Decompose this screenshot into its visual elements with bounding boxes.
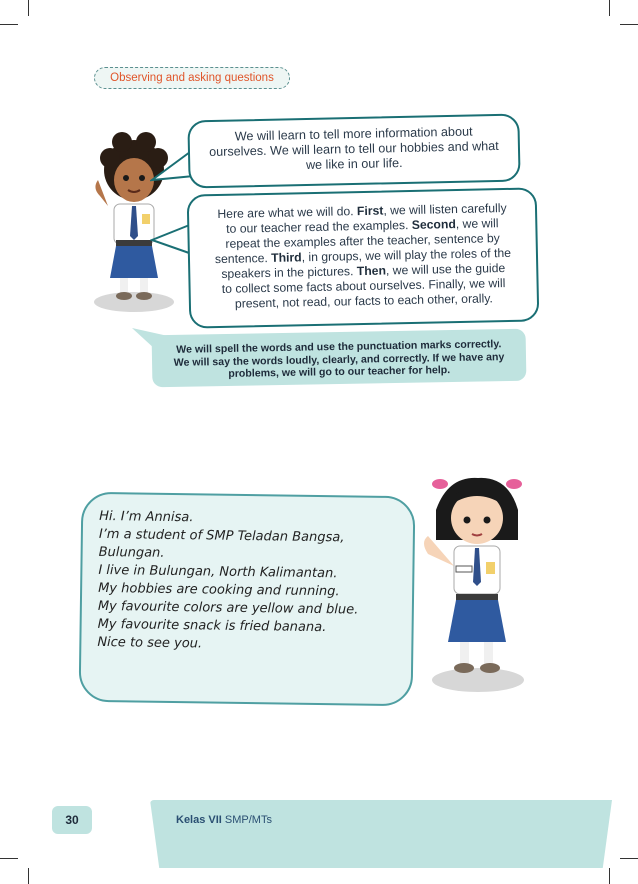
text-run: , we will [455,216,499,232]
step-keyword: Third [271,250,302,265]
girl-student-illustration [418,470,530,696]
footer-band [150,800,612,868]
text-run: , we will listen carefully [383,200,507,218]
speech-bubble-steps [187,187,540,328]
step-keyword: Second [411,217,456,232]
crop-mark [28,0,29,16]
crop-mark [620,24,638,25]
intro-line: My favourite snack is fried banana. [97,616,327,636]
note-line: We will spell the words and use the punctuation marks correctly. [176,338,502,356]
text-run: speakers in the pictures. [221,264,357,281]
text-run: to our teacher read the examples. [226,217,412,236]
text-run: sentence. [214,250,272,267]
step-keyword: Then [356,263,387,279]
intro-line: I live in Bulungan, North Kalimantan. [98,562,338,582]
footer-class-label [176,814,272,826]
intro-line: My hobbies are cooking and running. [98,580,340,600]
bubble-line: to collect some facts about ourselves. Finally, we will [221,276,506,296]
crop-mark [28,868,29,884]
self-introduction-box [79,492,416,707]
intro-line: My favourite colors are yellow and blue. [97,598,359,618]
page-number: 30 [52,806,92,834]
note-line: We will say the words loudly, clearly, and correctly. If we have any [173,350,505,369]
speech-bubble-goal [187,114,520,189]
bubble-line: We will learn to tell more information about [234,124,473,144]
bubble-line: ourselves. We will learn to tell our hobbies and what [209,138,499,160]
intro-line: Hi. I’m Annisa. [99,508,194,526]
intro-line: Nice to see you. [97,634,203,652]
text-run: , we will use the guide [385,261,506,278]
class-rest: SMP/MTs [221,814,272,826]
bubble-line: present, not read, our facts to each other, orally. [234,291,493,311]
intro-line: I’m a student of SMP Teladan Bangsa, [98,526,345,546]
crop-mark [0,24,18,25]
crop-mark [620,858,638,859]
note-box [152,329,527,388]
crop-mark [609,868,610,884]
step-keyword: First [356,203,384,219]
crop-mark [0,858,18,859]
crop-mark [609,0,610,16]
text-run: Here are what we will do. [217,204,358,222]
note-line: problems, we will go to our teacher for help. [228,364,451,380]
class-bold: Kelas VII [176,814,222,826]
bubble-line: we like in our life. [305,155,403,173]
text-run: , in groups, we will play the roles of the [301,245,512,265]
section-tag: Observing and asking questions [94,67,290,89]
intro-line: Bulungan. [98,544,165,561]
bubble-line: repeat the examples after the teacher, sentence by [225,231,500,251]
